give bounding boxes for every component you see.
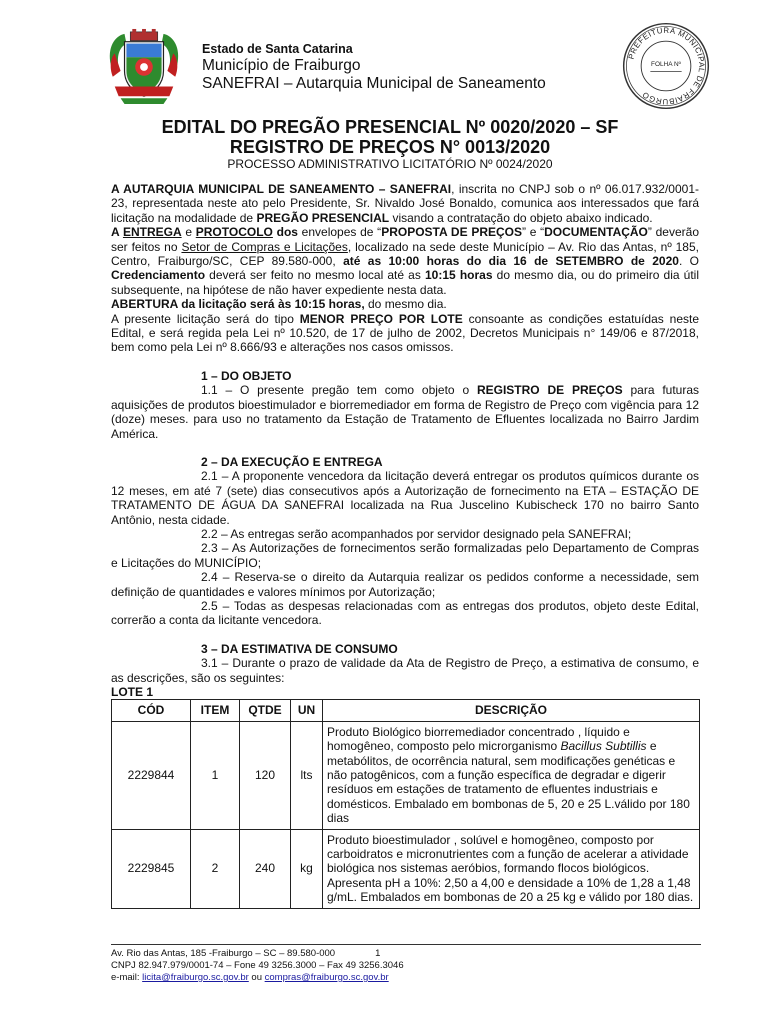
cell-item: 2 — [191, 829, 240, 908]
section-2-2: 2.2 – As entregas serão acompanhados por servidor designado pela SANEFRAI; — [201, 526, 632, 541]
cell-cod: 2229844 — [112, 721, 191, 829]
cell-qtde: 120 — [240, 721, 291, 829]
lote-label: LOTE 1 — [111, 685, 154, 699]
footer-contacts: CNPJ 82.947.979/0001-74 – Fone 49 3256.3000 – Fax 49 3256.3046 — [111, 960, 404, 971]
table-header-row — [112, 700, 700, 721]
intro-paragraph-3: ABERTURA da licitação será às 10:15 horas, do mesmo dia. — [111, 297, 447, 312]
svg-text:PREFEITURA MUNICIPAL DE FRAIBU: PREFEITURA MUNICIPAL DE FRAIBURGO — [626, 25, 707, 107]
authority-name: SANEFRAI – Autarquia Municipal de Saneamento — [202, 75, 546, 92]
cell-item: 1 — [191, 721, 240, 829]
edital-titles — [100, 117, 680, 171]
header-qtde: QTDE — [240, 700, 291, 721]
section-1-paragraph: 1.1 – O presente pregão tem como objeto o REGISTRO DE PREÇOS para futuras aquisições de produtos bioestimulador e biorremediador em forma de Registro de Preço com vigência para 12 (doze) meses. para uso no tratamento da Estação de Tratamento de Efluentes localizada no Bairro Jardim América. — [111, 383, 700, 441]
svg-text:FOLHA Nº: FOLHA Nº — [651, 61, 681, 68]
intro-paragraph-1: A AUTARQUIA MUNICIPAL DE SANEAMENTO – SANEFRAI, inscrita no CNPJ sob o nº 06.017.932/0001-23, representada neste ato pelo Presidente, Sr. Nivaldo José Bonaldo, comunica aos interessados que fará licitação na modalidade de PREGÃO PRESENCIAL visando a contratação do objeto abaixo indicado. — [111, 182, 699, 225]
footer-address: Av. Rio das Antas, 185 -Fraiburgo – SC – 89.580-000 — [111, 948, 336, 959]
cell-cod: 2229845 — [112, 829, 191, 908]
intro-paragraph-2: A ENTREGA e PROTOCOLO dos envelopes de “PROPOSTA DE PREÇOS” e “DOCUMENTAÇÃO” deverão ser feitos no Setor de Compras e Licitações, localizado na sede deste Município – Av. Rio das Antas, nº 185, Centro, Fraiburgo/SC, CEP 89.580-000, até as 10:00 horas do dia 16 de SETEMBRO de 2020. O Credenciamento deverá ser feito no mesmo local até as 10:15 horas do mesmo dia, ou do primeiro dia útil subsequente, na hipótese de não haver expediente nesta data. — [111, 225, 700, 297]
intro-paragraph-4: A presente licitação será do tipo MENOR PREÇO POR LOTE consoante as condições estatuídas neste Edital, e será regida pela Lei nº 10.520, de 17 de julho de 2002, Decretos Municipais n° 149/06 e 87/2018, bem como pela Lei nº 8.666/93 e alterações nos casos omissos. — [111, 311, 700, 355]
coat-of-arms-icon — [105, 28, 183, 106]
page-footer: Av. Rio das Antas, 185 -Fraiburgo – SC – 89.580-000 1 CNPJ 82.947.979/0001-74 – Fone 49 3256.3000 – Fax 49 3256.3046 e-mail: licita@fraiburgo.sc.gov.br ou compras@fraiburgo.sc.gov.br — [111, 948, 404, 983]
footer-email-label: e-mail: — [111, 972, 143, 983]
email-link-compras[interactable]: compras@fraiburgo.sc.gov.br — [264, 972, 389, 983]
header-descricao: DESCRIÇÃO — [323, 700, 700, 721]
cell-qtde: 240 — [240, 829, 291, 908]
processo-subtitle: PROCESSO ADMINISTRATIVO LICITATÓRIO Nº 0024/2020 — [227, 157, 553, 171]
section-2-4: 2.4 – Reserva-se o direito da Autarquia realizar os pedidos conforme a necessidade, sem definição de quantidades e valores mínimos por Autorização; — [111, 570, 699, 599]
cell-un: lts — [291, 721, 323, 829]
letterhead — [202, 42, 546, 93]
header-item: ITEM — [191, 700, 240, 721]
municipality-name: Município de Fraiburgo — [202, 57, 361, 74]
section-3-1: 3.1 – Durante o prazo de validade da Ata de Registro de Preço, a estimativa de consumo, e as descrições, são os seguintes: — [111, 656, 699, 685]
section-1-title: 1 – DO OBJETO — [201, 368, 292, 383]
edital-title: EDITAL DO PREGÃO PRESENCIAL Nº 0020/2020 – SF — [161, 117, 619, 137]
registro-title: REGISTRO DE PREÇOS N° 0013/2020 — [229, 137, 551, 157]
page-number: 1 — [375, 948, 381, 959]
email-link-licita[interactable]: licita@fraiburgo.sc.gov.br — [142, 972, 249, 983]
footer-divider — [111, 944, 701, 945]
section-2-title: 2 – DA EXECUÇÃO E ENTREGA — [201, 454, 383, 469]
section-2-3: 2.3 – As Autorizações de fornecimentos serão formalizadas pelo Departamento de Compras e Licitações do MUNICÍPIO; — [111, 541, 699, 570]
section-3-title: 3 – DA ESTIMATIVA DE CONSUMO — [201, 641, 398, 656]
cell-un: kg — [291, 829, 323, 908]
cell-descricao: Produto bioestimulador , solúvel e homogêneo, composto por carboidratos e micronutrientes com a função de acelerar a atividade biológica nos sistemas aeróbios, formando flocos biológicos. Apresenta pH a 10%: 2,50 a 4,00 e densidade a 10% de 1,28 a 1,48 g/mL. Embalados em bombonas de 20 a 25 kg e válido por 180 dias. — [323, 829, 700, 908]
section-2-5: 2.5 – Todas as despesas relacionadas com as entregas dos produtos, objeto deste Edital, correrão a conta da licitante vencedora. — [111, 598, 699, 628]
document-body — [111, 182, 699, 909]
table-row — [112, 721, 700, 829]
header-cod: CÓD — [112, 700, 191, 721]
items-table — [111, 699, 700, 908]
section-2-1: 2.1 – A proponente vencedora da licitação deverá entregar os produtos químicos durante os 12 meses, em até 7 (sete) dias consecutivos após a Autorização de fornecimento na ETA – ESTAÇÃO DE TRATAMENTO DE ÁGUA DA SANEFRAI localizada na Rua Juscelino Kubischeck 170 no bairro Santo Antônio, nesta cidade. — [111, 469, 699, 527]
stamp-seal-icon — [620, 20, 712, 112]
cell-descricao: Produto Biológico biorremediador concentrado , líquido e homogêneo, composto pelo microrganismo Bacillus Subtillis e metabólitos, de ocorrência natural, sem modificações genéticas e não patogênicos, com a função específica de degradar e digerir resíduos em estações de tratamento de efluentes industriais e domésticos. Embalado em bombonas de 5, 20 e 25 L.válido por 180 dias — [323, 721, 700, 829]
header-un: UN — [291, 700, 323, 721]
table-row — [112, 829, 700, 908]
state-name: Estado de Santa Catarina — [202, 42, 353, 56]
